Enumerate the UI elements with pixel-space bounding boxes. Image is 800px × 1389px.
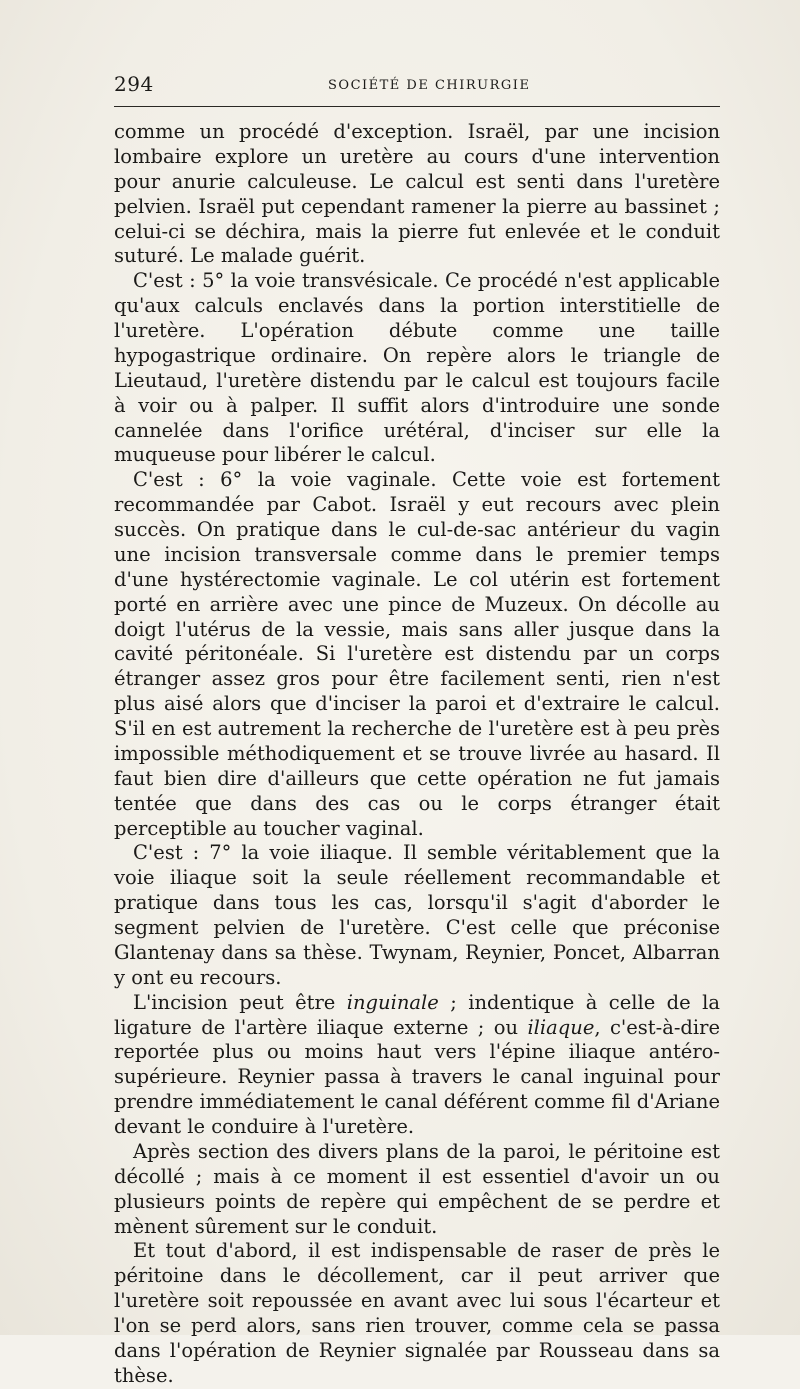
body-text — [114, 120, 720, 1389]
text-segment: ; indentique à celle de la ligature de l'artère iliaque externe ; ou — [114, 990, 720, 1039]
paragraph: comme un procédé d'exception. Israël, par une incision lombaire explore un uretère au cours d'une intervention pour anurie calculeuse. Le calcul est senti dans l'uretère pelvien. Israël put cependant ramener la pierre au bassinet ; celui-ci se déchira, mais la pierre fut enlevée et le conduit suturé. Le malade guérit. — [114, 120, 720, 268]
paragraph: C'est : 6° la voie vaginale. Cette voie est fortement recommandée par Cabot. Israël y eut recours avec plein succès. On pratique dans le cul-de-sac antérieur du vagin une incision transversale comme dans le premier temps d'une hystérectomie vaginale. Le col utérin est fortement porté en arrière avec une pince de Muzeux. On décolle au doigt l'utérus de la vessie, mais sans aller jusque dans la cavité péritonéale. Si l'uretère est distendu par un corps étranger assez gros pour être facilement senti, rien n'est plus aisé alors que d'inciser la paroi et d'extraire le calcul. S'il en est autrement la recherche de l'uretère est à peu près impossible méthodiquement et se trouve livrée au hasard. Il faut bien dire d'ailleurs que cette opération ne fut jamais tentée que dans des cas ou le corps étranger était perceptible au toucher vaginal. — [114, 468, 720, 840]
italic-term: inguinale — [346, 990, 439, 1014]
text-segment: L'incision peut être — [133, 990, 347, 1014]
text-segment: , c'est-à-dire reportée plus ou moins haut vers l'épine iliaque antéro-supérieure. Reynier passa à travers le canal inguinal pour prendre immédiatement le canal déférent comme fil d'Ariane devant le conduire à l'uretère. — [114, 1015, 720, 1138]
italic-term: iliaque — [527, 1015, 595, 1039]
running-head: SOCIÉTÉ DE CHIRURGIE — [328, 78, 531, 93]
paragraph — [114, 991, 720, 1140]
page-number: 294 — [114, 72, 154, 96]
paragraph: C'est : 7° la voie iliaque. Il semble véritablement que la voie iliaque soit la seule réellement recommandable et pratique dans tous les cas, lorsqu'il s'agit d'aborder le segment pelvien de l'uretère. C'est celle que préconise Glantenay dans sa thèse. Twynam, Reynier, Poncet, Albarran y ont eu recours. — [114, 841, 720, 989]
paragraph: Après section des divers plans de la paroi, le péritoine est décollé ; mais à ce moment il est essentiel d'avoir un ou plusieurs points de repère qui empêchent de se perdre et mènent sûrement sur le conduit. — [114, 1139, 720, 1238]
paragraph: C'est : 5° la voie transvésicale. Ce procédé n'est applicable qu'aux calculs enclavés dans la portion interstitielle de l'uretère. L'opération débute comme une taille hypogastrique ordinaire. On repère alors le triangle de Lieutaud, l'uretère distendu par le calcul est toujours facile à voir ou à palper. Il suffit alors d'introduire une sonde cannelée dans l'orifice urétéral, d'inciser sur elle la muqueuse pour libérer le calcul. — [114, 269, 720, 467]
paragraph: Et tout d'abord, il est indispensable de raser de près le péritoine dans le décollement, car il peut arriver que l'uretère soit repoussée en avant avec lui sous l'écarteur et l'on se perd alors, sans rien trouver, comme cela se passa dans l'opération de Reynier signalée par Rousseau dans sa thèse. — [114, 1239, 720, 1387]
header-rule — [114, 106, 720, 107]
page-header — [114, 72, 720, 96]
